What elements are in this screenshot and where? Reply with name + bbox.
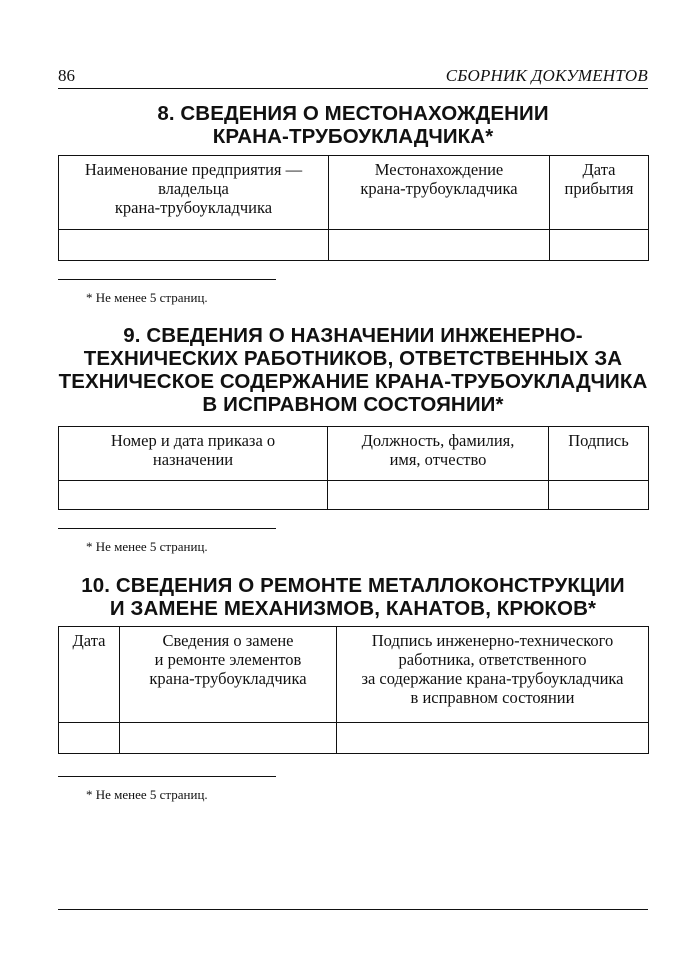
table-header-row <box>59 156 649 230</box>
table-header-row <box>59 627 649 723</box>
footnote: * Не менее 5 страниц. <box>86 787 208 802</box>
section-8-title-line: 8. СВЕДЕНИЯ О МЕСТОНАХОЖДЕНИИ <box>157 102 549 125</box>
bottom-rule <box>58 909 648 910</box>
section-10-title-line: 10. СВЕДЕНИЯ О РЕМОНТЕ МЕТАЛЛОКОНСТРУКЦИИ <box>81 574 625 597</box>
section-10-table <box>58 626 649 754</box>
table-row <box>59 230 649 261</box>
footnote-rule <box>58 528 276 529</box>
table-cell <box>549 481 649 510</box>
section-8-table <box>58 155 649 261</box>
table-cell <box>550 230 649 261</box>
header-cell-date: Дата <box>59 627 120 723</box>
header-cell-signature: Подпись <box>549 427 649 481</box>
header-cell-arrival-date: Дата прибытия <box>550 156 649 230</box>
section-9-table <box>58 426 649 510</box>
header-cell-person: Должность, фамилия, имя, отчество <box>328 427 549 481</box>
footnote: * Не менее 5 страниц. <box>86 539 208 554</box>
table-cell <box>59 723 120 754</box>
running-title: СБОРНИК ДОКУМЕНТОВ <box>445 66 648 85</box>
header-cell-order: Номер и дата приказа о назначении <box>59 427 328 481</box>
section-9-title-line: 9. СВЕДЕНИЯ О НАЗНАЧЕНИИ ИНЖЕНЕРНО- <box>123 324 583 347</box>
header-cell-owner: Наименование предприятия — владельца крана-трубоукладчика <box>59 156 329 230</box>
section-9-title-line: В ИСПРАВНОМ СОСТОЯНИИ* <box>202 393 504 416</box>
table-row <box>59 481 649 510</box>
table-row <box>59 723 649 754</box>
table-cell <box>329 230 550 261</box>
table-cell <box>120 723 337 754</box>
footnote-rule <box>58 776 276 777</box>
footnote-rule <box>58 279 276 280</box>
table-cell <box>59 481 328 510</box>
section-8-title <box>58 102 648 148</box>
table-header-row <box>59 427 649 481</box>
section-10-title-line: И ЗАМЕНЕ МЕХАНИЗМОВ, КАНАТОВ, КРЮКОВ* <box>109 597 597 620</box>
section-8-title-line: КРАНА-ТРУБОУКЛАДЧИКА* <box>212 125 494 148</box>
section-9-title-line: ТЕХНИЧЕСКОЕ СОДЕРЖАНИЕ КРАНА-ТРУБОУКЛАДЧИКА <box>58 370 648 393</box>
section-9-title-line: ТЕХНИЧЕСКИХ РАБОТНИКОВ, ОТВЕТСТВЕННЫХ ЗА <box>83 347 623 370</box>
page-header <box>58 66 648 89</box>
table-cell <box>328 481 549 510</box>
section-10-title <box>58 574 648 620</box>
table-cell <box>337 723 649 754</box>
header-cell-repair-info: Сведения о замене и ремонте элементов крана-трубоукладчика <box>120 627 337 723</box>
table-cell <box>59 230 329 261</box>
footnote: * Не менее 5 страниц. <box>86 290 208 305</box>
header-cell-location: Местонахождение крана-трубоукладчика <box>329 156 550 230</box>
header-cell-engineer-signature: Подпись инженерно-технического работника, ответственного за содержание крана-трубоукладчика в исправном состоянии <box>337 627 649 723</box>
page-number: 86 <box>58 66 75 85</box>
section-9-title <box>58 324 648 416</box>
